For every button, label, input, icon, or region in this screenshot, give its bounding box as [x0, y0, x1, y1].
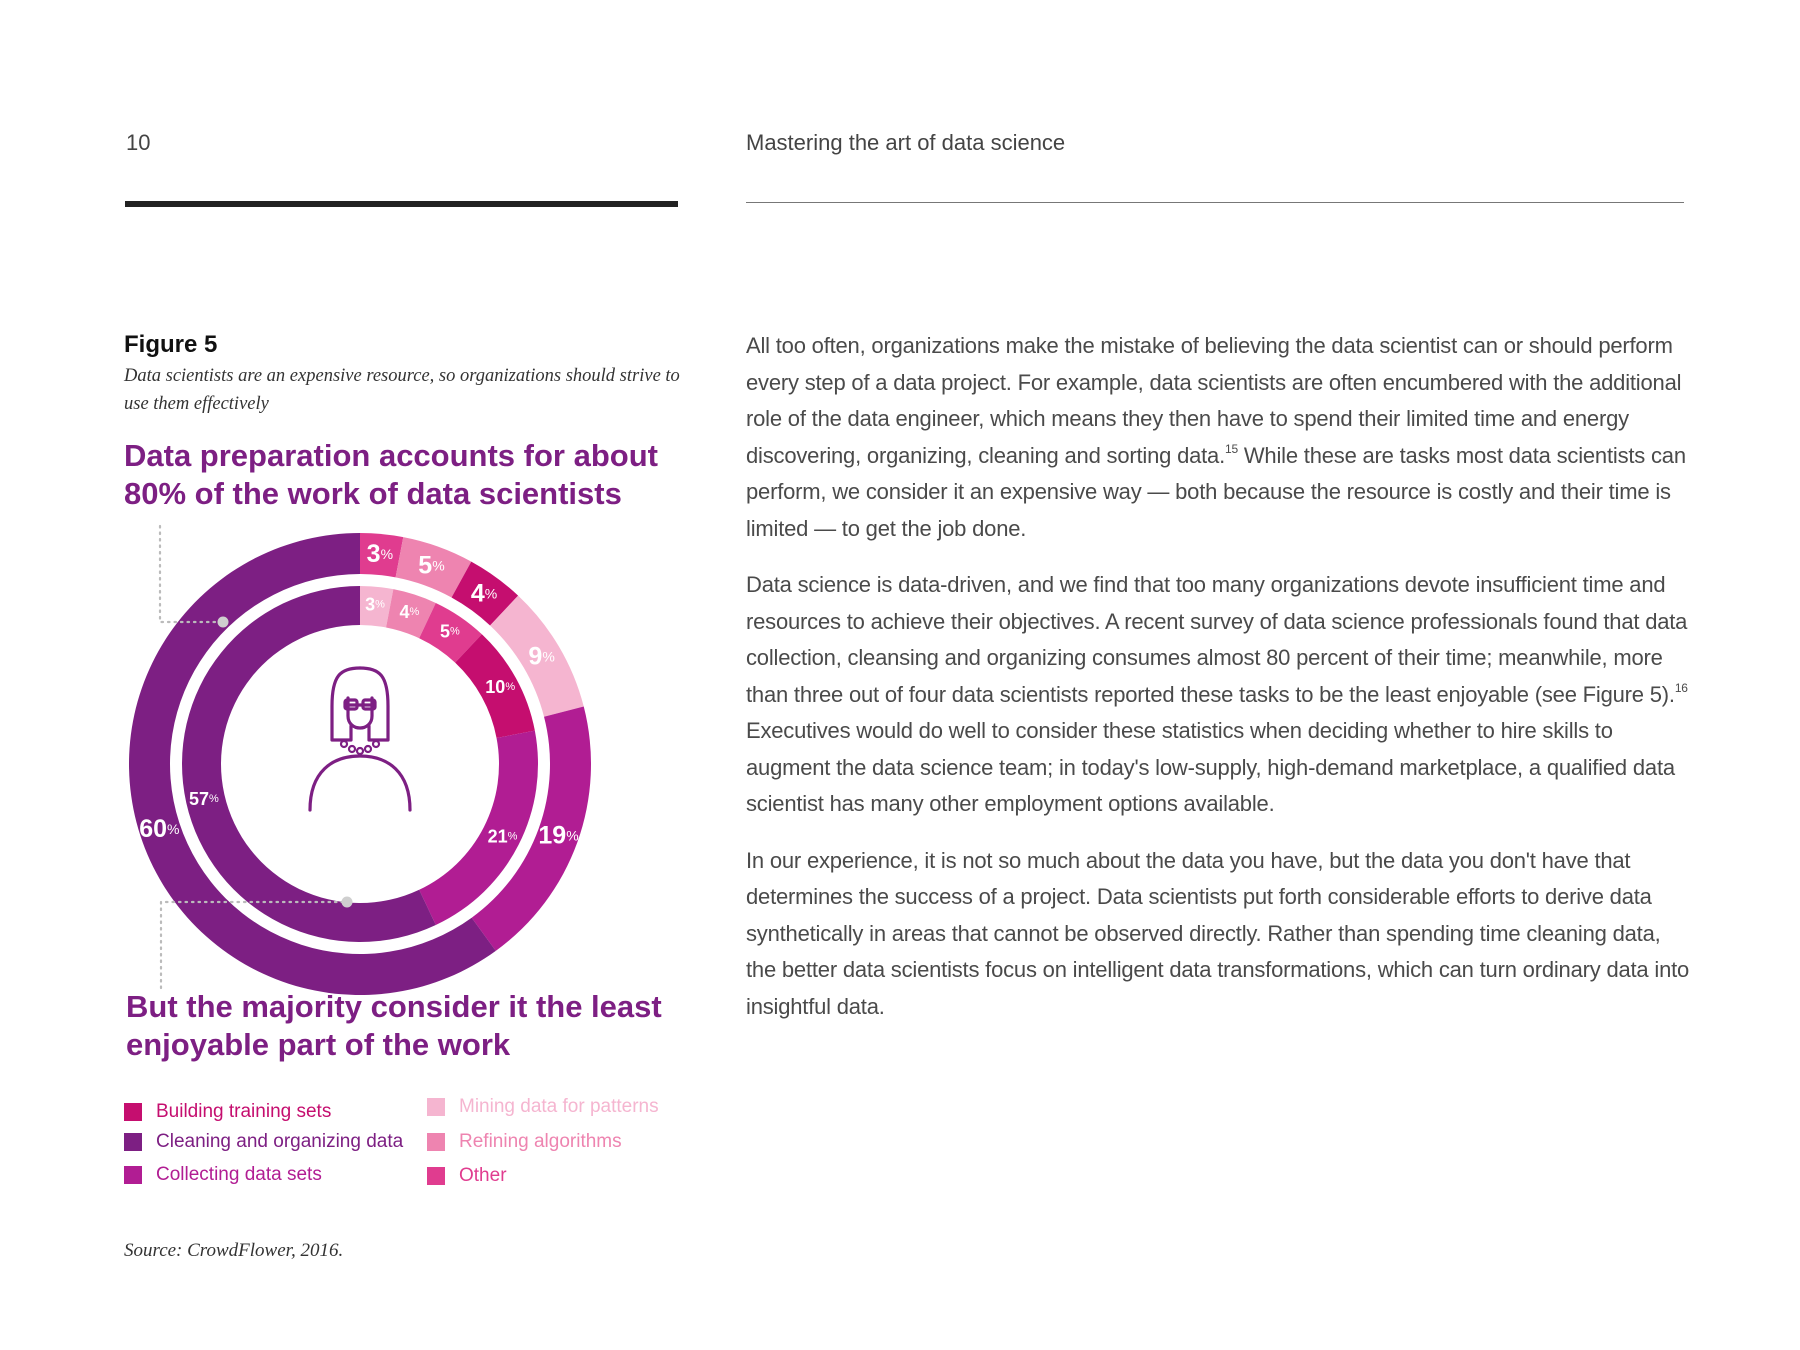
donut-chart: [110, 520, 680, 1010]
header-rule-left: [125, 201, 678, 207]
inner-label-other: 5%: [440, 621, 460, 642]
legend-item-collecting-data-sets: [124, 1164, 322, 1186]
body-text: [746, 328, 1696, 1045]
inner-label-cleaning-and-organizing-data: 57%: [188, 788, 219, 809]
connector-top-dot: [218, 617, 229, 628]
body-paragraph-1: All too often, organizations make the mistake of believing the data scientist can or should perform every step of a data project. For example, data scientists are often encumbered with the additional role of the data engineer, which means they then have to spend their limited time and energy discovering, organizing, cleaning and sorting data.$^{15}$ While these are tasks most data scientists can perform, we consider it an expensive way — both because the resource is costly and their time is limited — to get the job done.: [746, 333, 1686, 541]
legend-swatch-cleaning-organizing-data: [124, 1133, 142, 1151]
header-rule-right: [746, 202, 1684, 203]
legend-item-cleaning-organizing-data: [124, 1131, 403, 1153]
outer-label-mining-data-for-patterns: 9%: [528, 642, 555, 671]
figure-caption: Data scientists are an expensive resource, so organizations should strive to use them effectively: [124, 366, 680, 414]
footnote-ref-16: 16: [1674, 681, 1688, 696]
outer-label-cleaning-and-organizing-data: 60%: [139, 815, 180, 844]
outer-label-refining-algorithms: 5%: [418, 551, 445, 580]
inner-label-building-training-sets: 10%: [485, 676, 516, 697]
inner-ring: [182, 586, 538, 942]
inner-label-mining-data-for-patterns: 3%: [365, 594, 385, 615]
legend-swatch-building-training-sets: [124, 1103, 142, 1121]
donut-chart-svg: [110, 520, 680, 1010]
legend-label: Building training sets: [156, 1101, 332, 1122]
legend-item-mining-data-for-patterns: [427, 1096, 659, 1118]
body-paragraph-2: Data science is data-driven, and we find that too many organizations devote insufficient time and resources to achieve their objectives. A recent survey of data science professionals found that data collection, cleansing and organizing consumes almost 80 percent of their time; meanwhile, more than three out of four data scientists reported these tasks to be the least enjoyable (see Figure 5).$^{16}$ Executives would do well to consider these statistics when deciding whether to hire skills to augment the data science team; in today's low-supply, high-demand marketplace, a qualified data scientist has many other employment options available.: [746, 572, 1688, 816]
outer-label-collecting-data-sets: 19%: [538, 821, 579, 850]
headline-bottom: But the majority consider it the least enjoyable part of the work: [126, 989, 662, 1062]
running-title: Mastering the art of data science: [746, 130, 1066, 155]
inner-label-collecting-data-sets: 21%: [487, 826, 518, 847]
legend-swatch-mining-data-for-patterns: [427, 1098, 445, 1116]
figure-label: Figure 5: [124, 331, 218, 358]
figure-source: Source: CrowdFlower, 2016.: [124, 1240, 344, 1261]
legend-item-building-training-sets: [124, 1101, 331, 1123]
body-paragraph-3: In our experience, it is not so much about the data you have, but the data you don't have that determines the success of a project. Data scientists put forth considerable efforts to derive data synthetically in areas that cannot be observed directly. Rather than spending time cleaning data, the better data scientists focus on intelligent data transformations, which can turn ordinary data into insightful data.: [746, 847, 1690, 1019]
inner-slice-cleaning-and-organizing-data: [182, 586, 436, 942]
outer-label-building-training-sets: 4%: [470, 579, 498, 608]
legend-swatch-refining-algorithms: [427, 1133, 445, 1151]
legend-swatch-collecting-data-sets: [124, 1166, 142, 1184]
person-icon: [310, 668, 410, 810]
legend-item-refining-algorithms: [427, 1131, 622, 1153]
page-number: 10: [126, 130, 151, 155]
legend-swatch-other: [427, 1167, 445, 1185]
outer-label-other: 3%: [366, 539, 394, 568]
legend-item-other: [427, 1165, 507, 1187]
footnote-ref-15: 15: [1225, 442, 1238, 457]
legend-label: Collecting data sets: [156, 1164, 322, 1185]
legend-label: Mining data for patterns: [459, 1096, 659, 1117]
inner-label-refining-algorithms: 4%: [399, 601, 420, 622]
legend-label: Other: [459, 1165, 507, 1186]
legend-label: Refining algorithms: [459, 1131, 622, 1152]
connector-bottom-dot: [342, 897, 353, 908]
headline-top: Data preparation accounts for about 80% of the work of data scientists: [124, 438, 658, 511]
legend-label: Cleaning and organizing data: [156, 1131, 404, 1152]
